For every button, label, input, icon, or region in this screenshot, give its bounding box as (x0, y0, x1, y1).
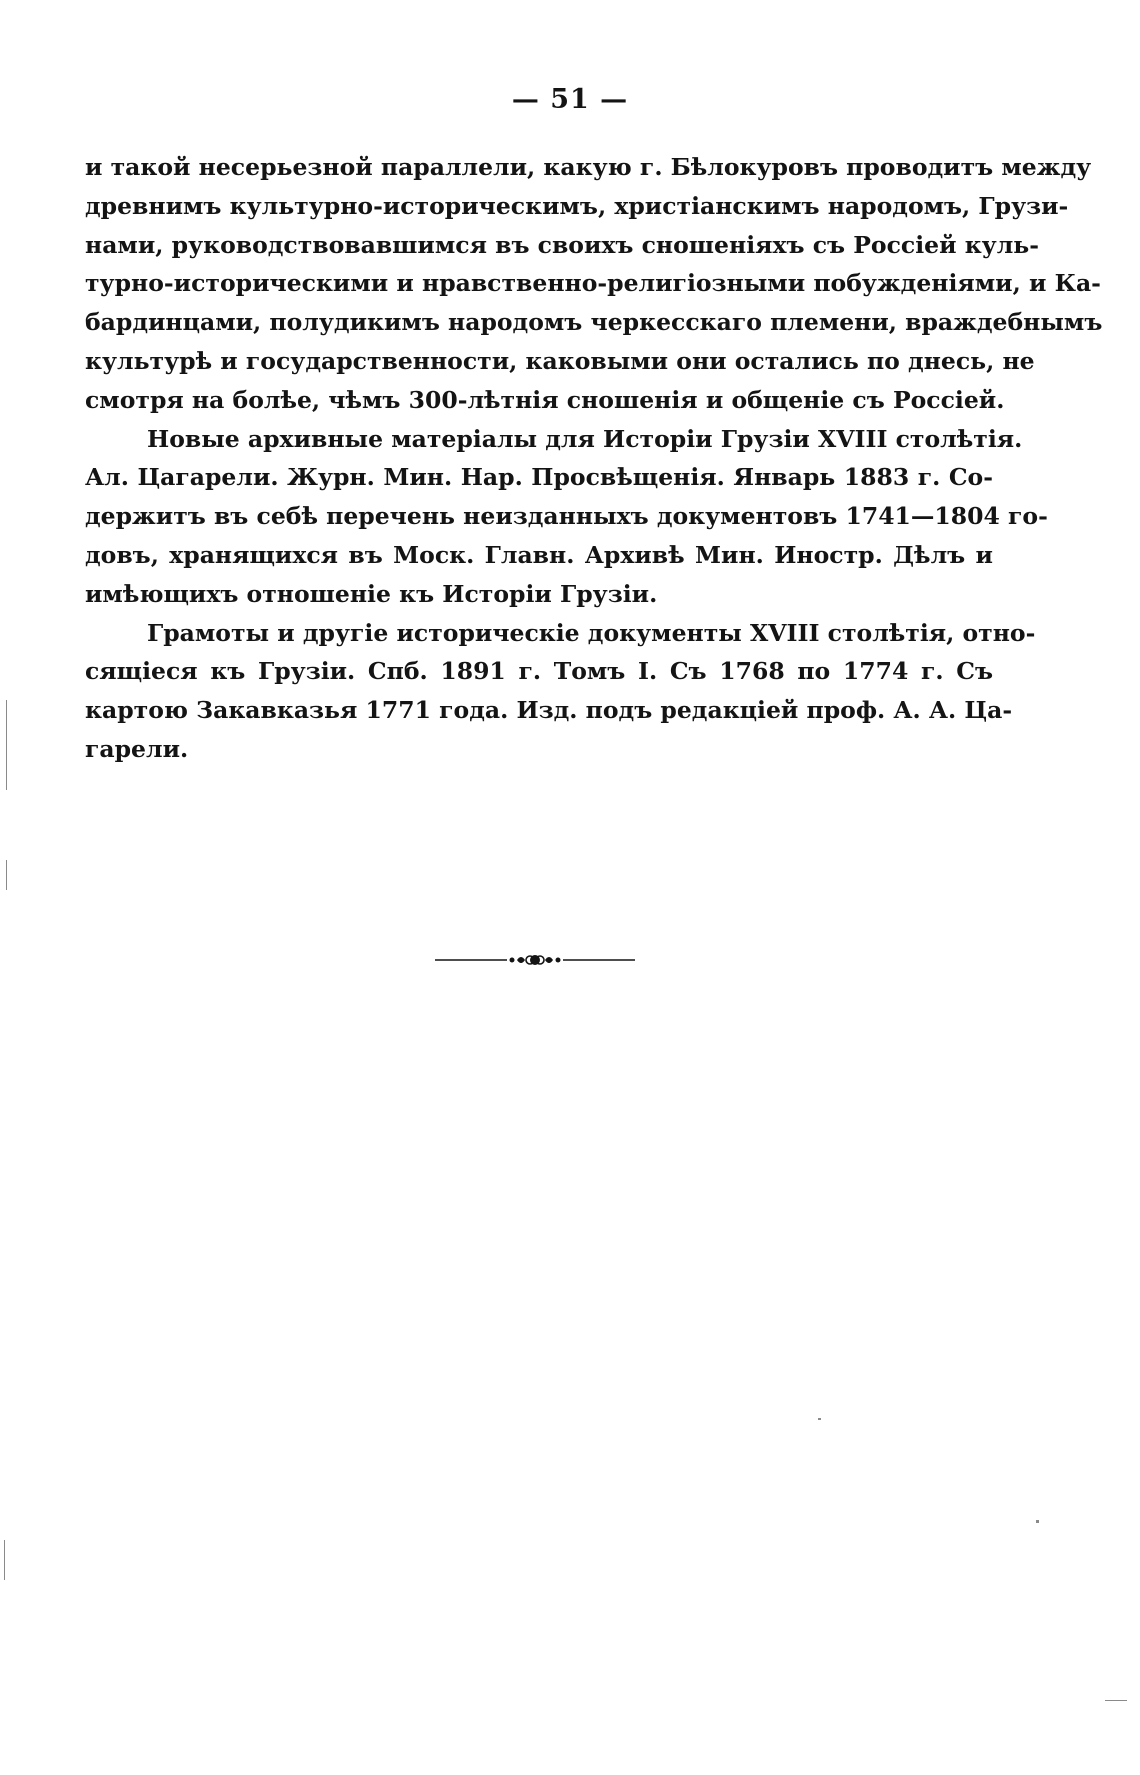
paragraph-3 (85, 614, 1036, 769)
paragraph-1 (85, 148, 1103, 420)
page-number: — 51 — (511, 84, 629, 115)
scan-artifact (1036, 1520, 1039, 1523)
text-line: бардинцами, полудикимъ народомъ черкесскаго племени, враждебнымъ (85, 308, 1103, 337)
text-line: гарели. (85, 734, 189, 763)
text-line: Грамоты и другіе историческіе документы XVIII столѣтія, отно- (147, 618, 1036, 647)
scan-artifact (818, 1418, 821, 1420)
body-text (85, 148, 1103, 769)
text-line: имѣющихъ отношеніе къ Исторіи Грузіи. (85, 579, 658, 608)
text-line: нами, руководствовавшимся въ своихъ сношеніяхъ съ Россіей куль- (85, 230, 1039, 259)
text-line: турно-историческими и нравственно-религіозными побужденіями, и Ка- (85, 269, 1101, 298)
scan-artifact (6, 700, 7, 790)
text-line: картою Закавказья 1771 года. Изд. подъ редакціей проф. А. А. Ца- (85, 696, 1013, 725)
text-line: держитъ въ себѣ перечень неизданныхъ документовъ 1741—1804 го- (85, 502, 1048, 531)
text-line: Ал. Цагарели. Журн. Мин. Нар. Просвѣщенія. Январь 1883 г. Со- (85, 463, 993, 492)
paragraph-2 (85, 420, 1048, 614)
text-line: довъ, хранящихся въ Моск. Главн. Архивѣ Мин. Иностр. Дѣлъ и (85, 540, 993, 569)
scan-artifact (6, 860, 7, 890)
text-line: культурѣ и государственности, каковыми они остались по днесь, не (85, 346, 1035, 375)
scan-artifact (4, 1540, 5, 1580)
end-of-text-ornament (435, 950, 635, 970)
text-line: смотря на болѣе, чѣмъ 300-лѣтнія сношенія и общеніе съ Россіей. (85, 385, 1005, 414)
text-line: и такой несерьезной параллели, какую г. Бѣлокуровъ проводитъ между (85, 153, 1092, 181)
text-line: Новые архивные матеріалы для Исторіи Грузіи XVIII столѣтія. (147, 424, 1023, 453)
scan-artifact (1105, 1700, 1127, 1701)
text-line: сящіеся къ Грузіи. Спб. 1891 г. Томъ I. Съ 1768 по 1774 г. Съ (85, 657, 993, 686)
text-line: древнимъ культурно-историческимъ, христіанскимъ народомъ, Грузи- (85, 191, 1069, 220)
